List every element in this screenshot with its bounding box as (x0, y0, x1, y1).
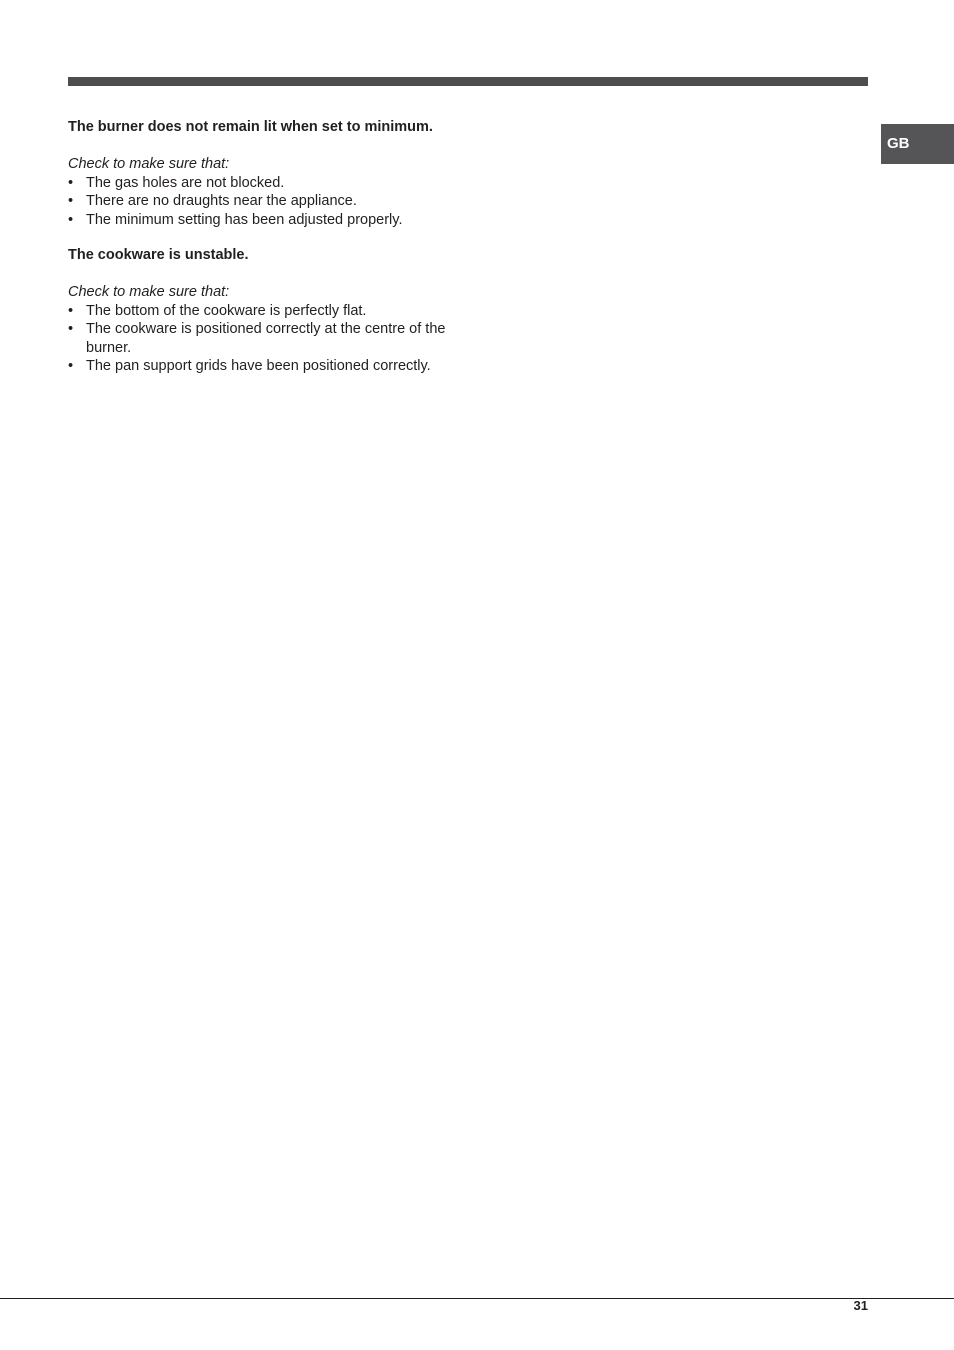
bullet-icon: • (68, 174, 74, 191)
bullet-icon: • (68, 193, 74, 209)
list-item (68, 357, 468, 376)
section-cookware-unstable (68, 246, 468, 376)
list-item (68, 211, 468, 230)
bullet-icon: • (68, 211, 74, 228)
header-rule (68, 77, 868, 86)
bullet-icon: • (68, 321, 74, 337)
list-item-text: The cookware is positioned correctly at the centre of the burner. (86, 321, 446, 356)
language-tab: GB (881, 124, 954, 164)
list-item (68, 192, 468, 211)
bullet-icon: • (68, 302, 74, 319)
footer-rule (0, 1298, 954, 1299)
section-title: The burner does not remain lit when set to minimum. (68, 119, 433, 135)
list-item-text: The bottom of the cookware is perfectly flat. (86, 302, 367, 319)
check-list (68, 302, 468, 376)
list-item (68, 174, 468, 193)
check-list (68, 174, 468, 230)
check-label: Check to make sure that: (68, 284, 230, 300)
section-title: The cookware is unstable. (68, 247, 249, 263)
bullet-icon: • (68, 358, 74, 374)
section-burner-not-lit (68, 118, 468, 229)
list-item-text: There are no draughts near the appliance. (86, 193, 357, 209)
list-item-text: The gas holes are not blocked. (86, 174, 285, 191)
troubleshooting-content (68, 118, 468, 376)
page-number: 31 (853, 1298, 868, 1313)
list-item (68, 320, 468, 357)
check-label: Check to make sure that: (68, 156, 230, 172)
list-item-text: The pan support grids have been positioned correctly. (86, 358, 431, 374)
list-item-text: The minimum setting has been adjusted properly. (86, 211, 403, 228)
list-item (68, 302, 468, 321)
